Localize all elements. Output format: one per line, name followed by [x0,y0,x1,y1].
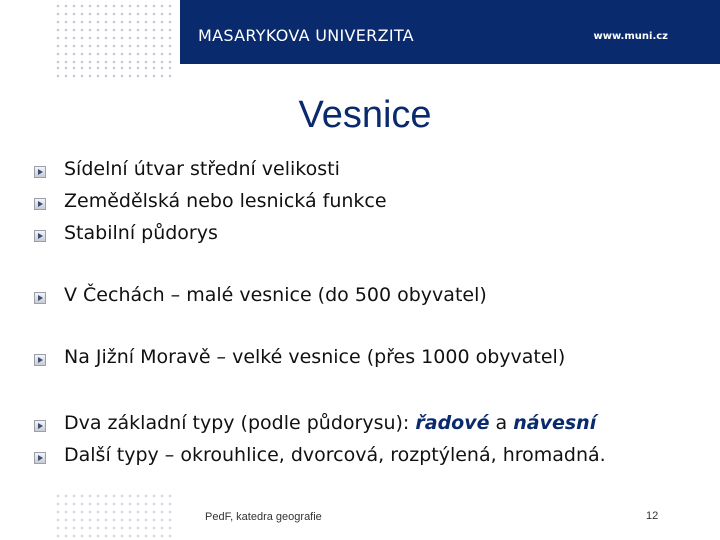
bullet-item [34,412,674,442]
dot-pattern-top [54,64,172,80]
university-url: www.muni.cz [593,31,668,42]
header-logo-panel [0,0,180,64]
dot-pattern-logo [54,2,172,64]
bullet-arrow-icon [34,166,46,178]
bullet-item [34,158,674,188]
bullet-arrow-icon [34,198,46,210]
bullet-arrow-icon [34,452,46,464]
bullet-item [34,284,674,314]
bullet-arrow-icon [34,420,46,432]
dot-pattern-bottom [54,492,172,540]
bullet-text: Stabilní půdorys [64,222,218,244]
highlight-term: řadové [415,412,490,434]
footer-text: PedF, katedra geografie [205,511,322,523]
slide-title: Vesnice [298,94,432,136]
bullet-text: V Čechách – malé vesnice (do 500 obyvatel) [64,284,487,306]
page-number: 12 [646,510,659,522]
bullet-item [34,222,674,252]
bullet-text: Další typy – okrouhlice, dvorcová, rozptýlená, hromadná. [64,444,606,466]
bullet-item [34,190,674,220]
bullet-text: Sídelní útvar střední velikosti [64,158,340,180]
highlight-term: návesní [513,412,597,434]
bullet-arrow-icon [34,230,46,242]
bullet-item [34,444,674,474]
bullet-text [64,412,596,434]
header-bar [0,0,720,64]
bullet-text-prefix: Dva základní typy (podle půdorysu): [64,412,416,434]
bullet-text: Zemědělská nebo lesnická funkce [64,190,387,212]
bullet-arrow-icon [34,354,46,366]
bullet-item [34,346,674,376]
bullet-arrow-icon [34,292,46,304]
bullet-text: Na Jižní Moravě – velké vesnice (přes 1000 obyvatel) [64,346,566,368]
university-name: MASARYKOVA UNIVERZITA [198,26,414,45]
bullet-text-connector: a [489,412,514,434]
